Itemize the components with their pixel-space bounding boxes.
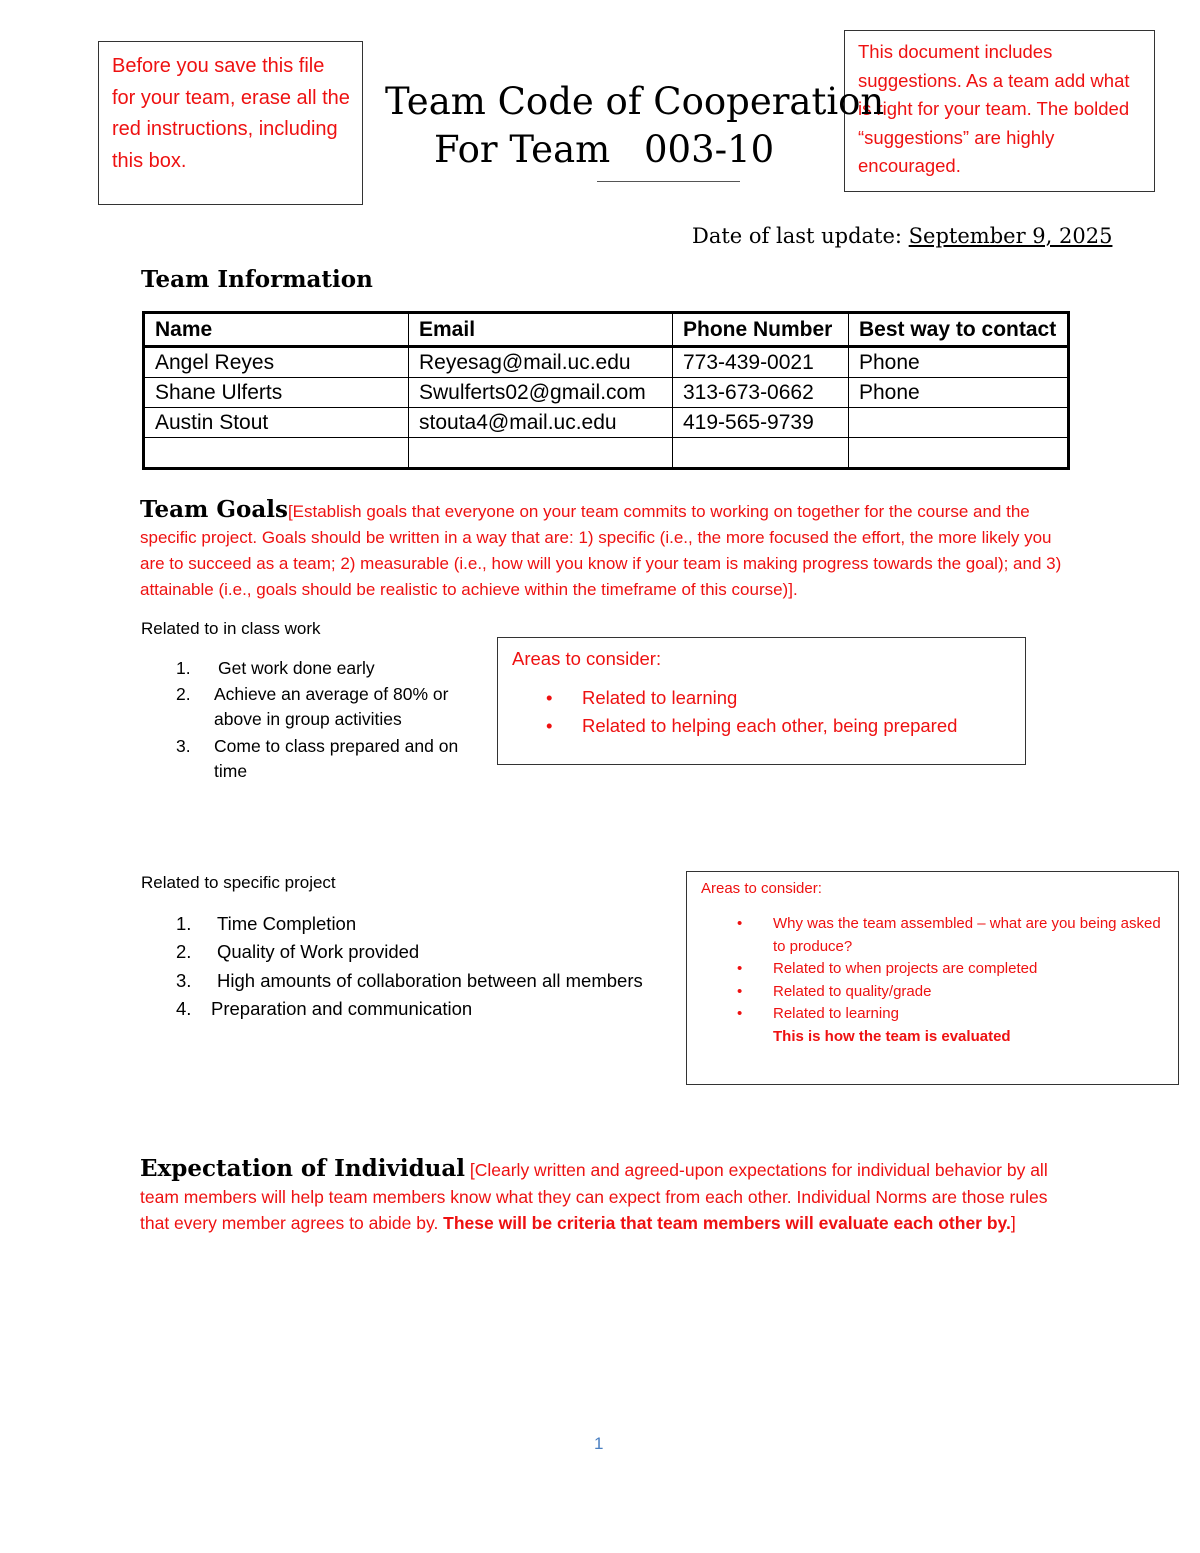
- bullet-icon: •: [737, 982, 743, 1000]
- column-header-contact: Best way to contact: [849, 313, 1069, 347]
- table-row: [144, 378, 1069, 408]
- expectation-bold-note: These will be criteria that team members will evaluate each other by.: [443, 1213, 1011, 1233]
- areas-to-consider-project-box: [686, 871, 1179, 1085]
- cell-email: stouta4@mail.uc.edu: [409, 408, 673, 438]
- list-item: 1. Time Completion: [176, 913, 357, 934]
- areas-to-consider-list: [512, 684, 1011, 740]
- cell-phone: 773-439-0021: [673, 347, 849, 378]
- list-item: • Related to helping each other, being prepared: [512, 712, 1011, 740]
- bullet-icon: •: [546, 715, 553, 736]
- team-title-prefix: For Team: [434, 128, 611, 171]
- team-number: 003-10: [644, 128, 775, 171]
- areas-to-consider-class-box: [497, 637, 1026, 765]
- list-item: • Related to when projects are completed: [701, 958, 1164, 981]
- column-header-name: Name: [144, 313, 409, 347]
- expectation-close: ]: [1010, 1213, 1016, 1233]
- cell-phone: 313-673-0662: [673, 378, 849, 408]
- list-item: • Why was the team assembled – what are you being asked to produce?: [737, 915, 1161, 955]
- title-underline: [597, 181, 740, 182]
- project-goals-list: [176, 910, 686, 1023]
- list-item: 3. High amounts of collaboration between all members: [176, 969, 643, 991]
- class-work-goals-list: [176, 656, 476, 785]
- cell-name: Austin Stout: [144, 408, 409, 438]
- document-title: Team Code of Cooperation: [385, 80, 885, 123]
- cell-email: Swulferts02@gmail.com: [409, 378, 673, 408]
- cell-email: Reyesag@mail.uc.edu: [409, 347, 673, 378]
- team-title-line: [434, 128, 774, 171]
- table-row: [144, 408, 1069, 438]
- team-information-table: [142, 311, 1070, 470]
- column-header-phone: Phone Number: [673, 313, 849, 347]
- areas-to-consider-title: Areas to consider:: [701, 880, 822, 897]
- list-item: 1. Get work done early: [176, 658, 375, 678]
- list-item: • Related to learning: [701, 1003, 1164, 1026]
- team-goals-section: [140, 497, 1070, 603]
- instruction-note-left: Before you save this file for your team, erase all the red instructions, including this box.: [98, 41, 363, 205]
- table-row: [144, 438, 1069, 469]
- bullet-icon: •: [737, 960, 743, 977]
- list-item: 2. Quality of Work provided: [176, 941, 420, 963]
- project-label: Related to specific project: [141, 873, 336, 892]
- bullet-icon: •: [737, 915, 743, 932]
- date-of-last-update: [692, 224, 1112, 248]
- team-goals-instruction: [Establish goals that everyone on your team commits to working on together for the course and the specific project. Goals should be written in a way that are: 1) specific (i.e., the more focused the effort, the more likely you are to succeed as a team; 2) measurable (i.e., how will you know if your team is making progress towards the goal); and 3) attainable (i.e., goals should be realistic to achieve within the timeframe of this course)].: [140, 502, 1062, 599]
- date-value: September 9, 2025: [908, 224, 1113, 248]
- cell-contact: Phone: [849, 347, 1069, 378]
- date-label: Date of last update:: [692, 224, 909, 248]
- list-item: • Related to quality/grade: [701, 981, 1164, 1004]
- table-row: [144, 347, 1069, 378]
- cell-name: Shane Ulferts: [144, 378, 409, 408]
- areas-to-consider-title: Areas to consider:: [512, 648, 662, 669]
- cell-phone: [673, 438, 849, 469]
- column-header-email: Email: [409, 313, 673, 347]
- evaluation-note: This is how the team is evaluated: [773, 1027, 1011, 1045]
- cell-contact: Phone: [849, 378, 1069, 408]
- cell-phone: 419-565-9739: [673, 408, 849, 438]
- cell-name: Angel Reyes: [144, 347, 409, 378]
- team-information-heading: Team Information: [141, 266, 373, 293]
- expectation-heading: Expectation of Individual: [140, 1155, 466, 1182]
- list-item: 2. Achieve an average of 80% or above in group activities: [176, 683, 449, 729]
- expectation-section: [140, 1156, 1060, 1237]
- list-item: • Related to learning: [512, 684, 1011, 712]
- cell-contact: [849, 438, 1069, 469]
- expectation-instruction: [Clearly written and agreed-upon expectations for individual behavior by all team members will help team members know what they can expect from each other. Individual Norms are those rules that every member agrees to abide by.: [140, 1160, 1048, 1233]
- list-item: 4. Preparation and communication: [176, 997, 473, 1019]
- team-goals-heading: Team Goals: [140, 496, 288, 523]
- bullet-icon: •: [737, 1005, 743, 1022]
- list-item: 3. Come to class prepared and on time: [176, 735, 459, 781]
- areas-to-consider-list: [701, 913, 1164, 1026]
- instruction-note-right: This document includes suggestions. As a team add what is right for your team. The bolded “suggestions” are highly encouraged.: [844, 30, 1155, 192]
- class-work-label: Related to in class work: [141, 619, 321, 638]
- cell-name: [144, 438, 409, 469]
- page-number: 1: [594, 1434, 604, 1453]
- bullet-icon: •: [546, 687, 553, 708]
- cell-contact: [849, 408, 1069, 438]
- table-header-row: [144, 313, 1069, 347]
- cell-email: [409, 438, 673, 469]
